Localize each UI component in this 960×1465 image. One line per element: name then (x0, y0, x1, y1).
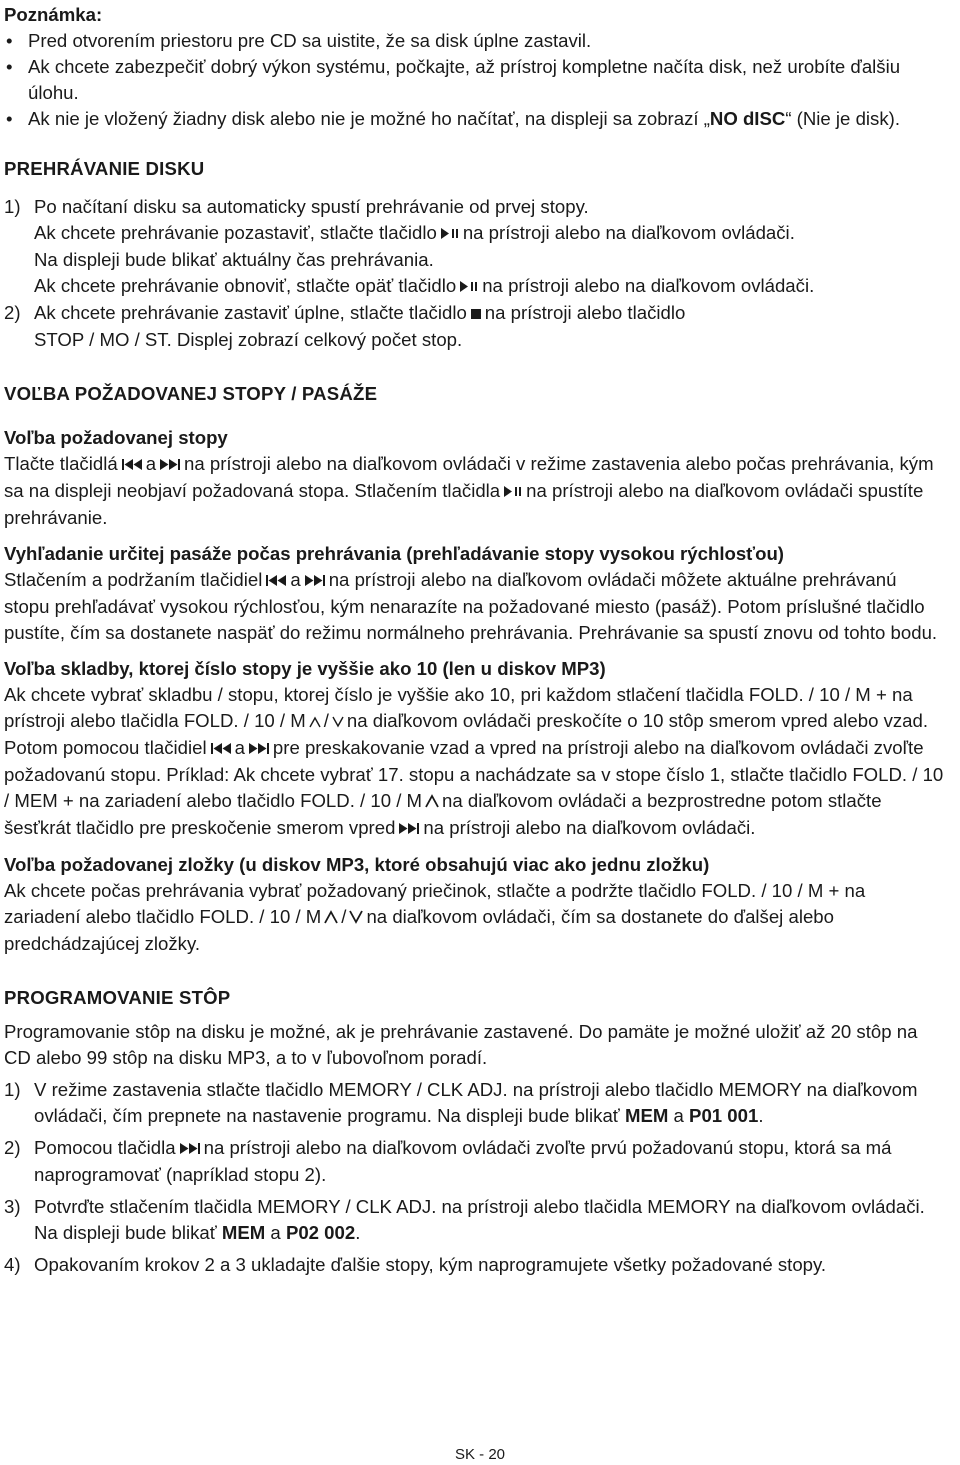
list-item: 2) Ak chcete prehrávanie zastaviť úplne, stlačte tlačidlo na prístroji alebo tlačidlo STOP / MO / ST. Displej zobrazí celkový počet stop. (4, 302, 686, 350)
list-item: 3) Potvrďte stlačením tlačidla MEMORY / CLK ADJ. na prístroji alebo tlačidla MEMORY na diaľkovom ovládači. Na displeji bude blikať MEM a P02 002. (4, 1196, 925, 1243)
list-item: 4) Opakovaním krokov 2 a 3 ukladajte ďalšie stopy, kým naprogramujete všetky požadované stopy. (4, 1254, 827, 1275)
playback-steps (4, 194, 946, 353)
up-arrow-icon (309, 709, 321, 735)
up-arrow-icon (324, 905, 338, 931)
play-pause-icon (440, 221, 460, 247)
paragraph: Programovanie stôp na disku je možné, ak je prehrávanie zastavené. Do pamäte je možné uložiť až 20 stôp na CD alebo 99 stôp na disku MP3, a to v ľubovoľnom poradí. (4, 1021, 918, 1068)
skip-back-icon (121, 452, 143, 478)
skip-back-icon (210, 736, 232, 762)
note-title: Poznámka: (4, 4, 103, 25)
subsection-title: Voľba požadovanej stopy (4, 427, 228, 448)
stop-icon (470, 301, 482, 327)
skip-forward-icon (159, 452, 181, 478)
section-title-playback: PREHRÁVANIE DISKU (4, 158, 205, 179)
paragraph: Stlačením a podržaním tlačidiel a na prístroji alebo na diaľkovom ovládači môžete aktuálne prehrávanú stopu prehľadávať vysokou rýchlosťou, kým nenarazíte na požadované miesto (pasáž). Potom príslušné tlačidlo pustíte, čím sa dostanete naspäť do režimu normálneho prehrávania. Prehrávanie sa spustí znovu od tohto bodu. (4, 569, 938, 643)
display-text: P02 002 (285, 1222, 356, 1243)
list-item: • Ak chcete zabezpečiť dobrý výkon systému, počkajte, až prístroj kompletne načíta disk, než urobíte ďalšiu úlohu. (4, 54, 946, 106)
play-pause-icon (503, 479, 523, 505)
paragraph: Tlačte tlačidlá a na prístroji alebo na diaľkovom ovládači v režime zastavenia alebo počas prehrávania, kým sa na displeji neobjaví požadovaná stopa. Stlačením tlačidla na prístroji alebo na diaľkovom ovládači spustíte prehrávanie. (4, 453, 934, 528)
skip-forward-icon (179, 1136, 201, 1162)
section-title-program: PROGRAMOVANIE STÔP (4, 987, 231, 1008)
note-list (4, 28, 946, 132)
skip-forward-icon (398, 816, 420, 842)
skip-forward-icon (248, 736, 270, 762)
subsection-title: Voľba skladby, ktorej číslo stopy je vyššie ako 10 (len u diskov MP3) (4, 658, 606, 679)
subsection-title: Vyhľadanie určitej pasáže počas prehrávania (prehľadávanie stopy vysokou rýchlosťou) (4, 543, 784, 564)
skip-back-icon (265, 568, 287, 594)
subsection-title: Voľba požadovanej zložky (u diskov MP3, ktoré obsahujú viac ako jednu zložku) (4, 854, 710, 875)
list-item: • Pred otvorením priestoru pre CD sa uistite, že sa disk úplne zastavil. (4, 28, 946, 54)
skip-forward-icon (304, 568, 326, 594)
display-text: NO dISC (709, 108, 786, 129)
list-item: • Ak nie je vložený žiadny disk alebo nie je možné ho načítať, na displeji sa zobrazí „NO dISC“ (Nie je disk). (4, 106, 946, 132)
display-text: MEM (624, 1105, 669, 1126)
program-steps (4, 1077, 946, 1278)
page-number: SK - 20 (454, 1446, 506, 1463)
list-item: 2) Pomocou tlačidla na prístroji alebo na diaľkovom ovládači zvoľte prvú požadovanú stopu, ktorá sa má naprogramovať (napríklad stopu 2). (4, 1137, 892, 1185)
down-arrow-icon (349, 905, 363, 931)
display-text: MEM (221, 1222, 266, 1243)
display-text: P01 001 (689, 1105, 759, 1126)
section-title-select: VOĽBA POŽADOVANEJ STOPY / PASÁŽE (4, 383, 378, 404)
play-pause-icon (459, 274, 479, 300)
paragraph: Ak chcete počas prehrávania vybrať požadovaný priečinok, stlačte a podržte tlačidlo FOLD. / 10 / M + na zariadení alebo tlačidlo FOLD. / 10 / M / na diaľkovom ovládači, čím sa dostanete do ďalšej alebo predchádzajúcej zložky. (4, 880, 866, 954)
list-item: 1) Po načítaní disku sa automaticky spustí prehrávanie od prvej stopy. Ak chcete prehrávanie pozastaviť, stlačte tlačidlo na prístroji alebo na diaľkovom ovládači. Na displeji bude blikať aktuálny čas prehrávania. Ak chcete prehrávanie obnoviť, stlačte opäť tlačidlo na prístroji alebo na diaľkovom ovládači. (4, 194, 946, 300)
paragraph: Ak chcete vybrať skladbu / stopu, ktorej číslo je vyššie ako 10, pri každom stlačení tlačidla FOLD. / 10 / M + na prístroji alebo tlačidla FOLD. / 10 / M / na diaľkovom ovládači preskočíte o 10 stôp smerom vpred alebo vzad. Potom pomocou tlačidiel a pre preskakovanie vzad a vpred na prístroji alebo na diaľkovom ovládači zvoľte požadovanú stopu. Príklad: Ak chcete vybrať 17. stopu a nachádzate sa v stope číslo 1, stlačte tlačidlo FOLD. / 10 / MEM + na zariadení alebo tlačidlo FOLD. / 10 / M na diaľkovom ovládači a bezprostredne potom stlačte šesťkrát tlačidlo pre preskočenie smerom vpred na prístroji alebo na diaľkovom ovládači. (4, 682, 946, 842)
up-arrow-icon (425, 789, 439, 815)
down-arrow-icon (332, 709, 344, 735)
list-item: 1) V režime zastavenia stlačte tlačidlo MEMORY / CLK ADJ. na prístroji alebo tlačidlo MEMORY na diaľkovom ovládači, čím prepnete na nastavenie programu. Na displeji bude blikať MEM a P01 001. (4, 1079, 918, 1126)
